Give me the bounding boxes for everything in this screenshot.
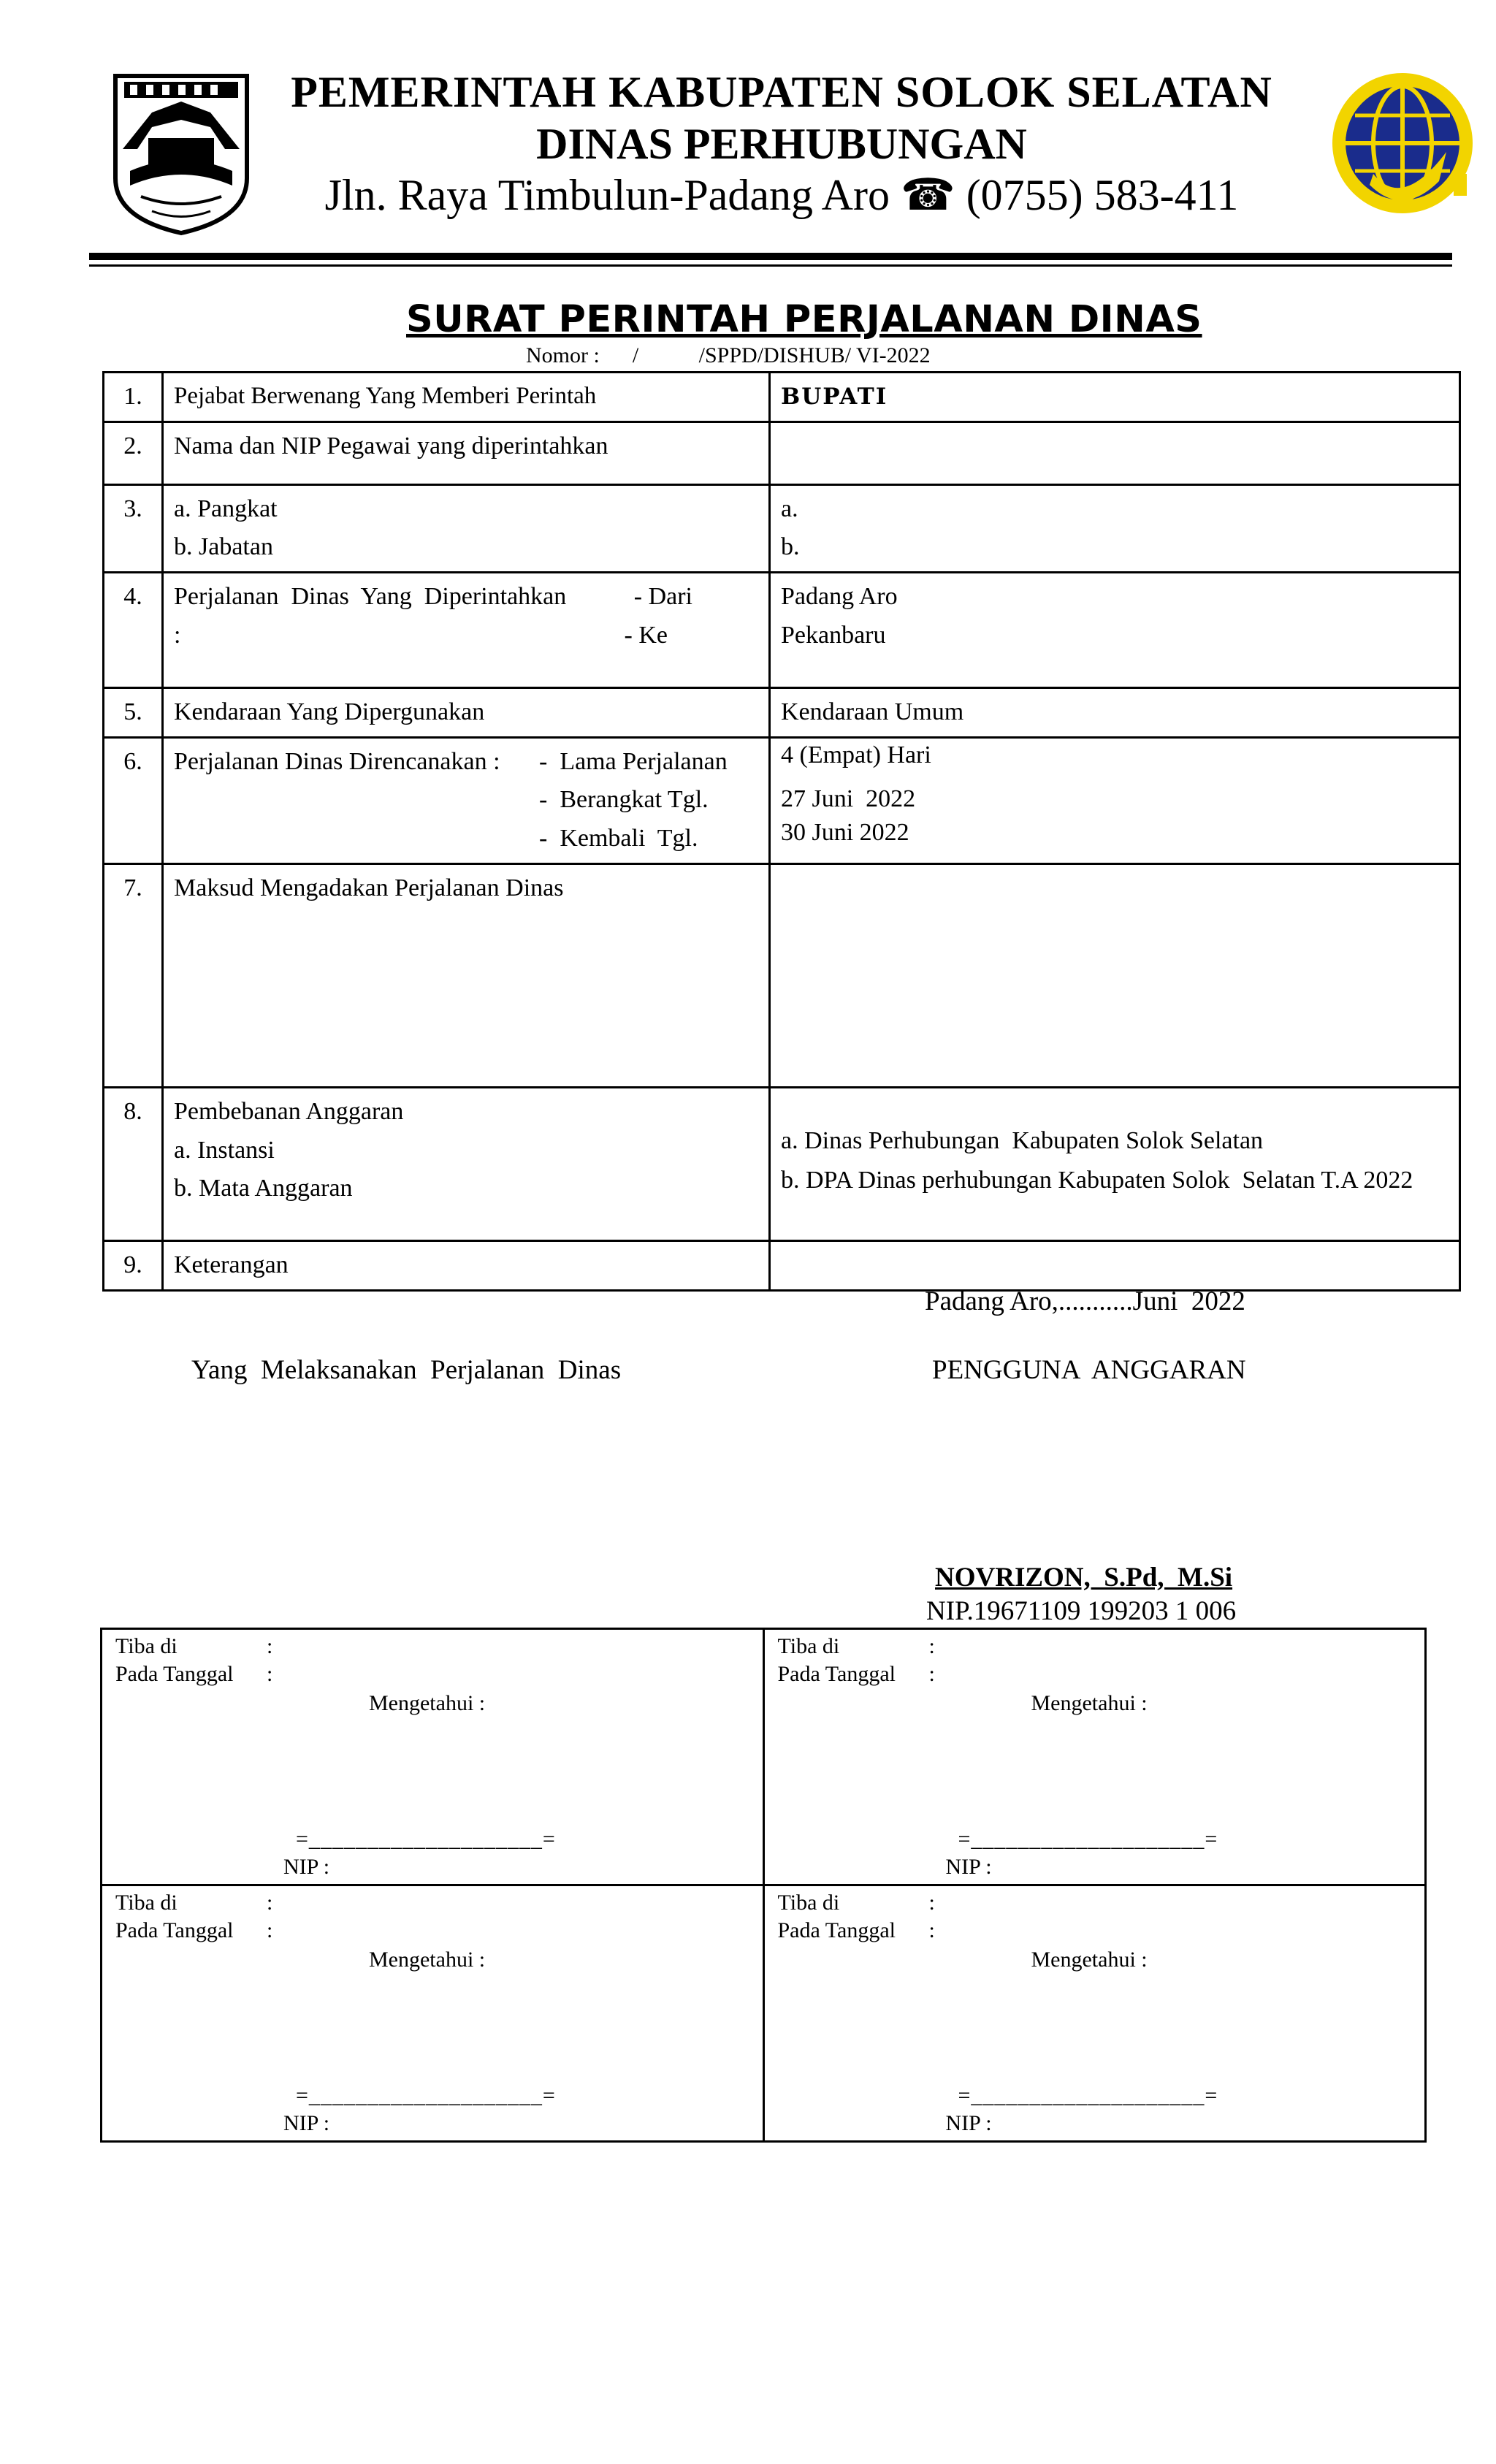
row-label bbox=[163, 1087, 770, 1240]
table-row bbox=[104, 1240, 1460, 1290]
row-value bbox=[770, 484, 1460, 572]
table-row bbox=[104, 863, 1460, 1087]
acknowledged-label: Mengetahui : bbox=[1031, 1948, 1148, 1972]
authority-value: BUPATI bbox=[781, 384, 888, 410]
arrival-label: Tiba di bbox=[777, 1634, 840, 1658]
arrival-visa-table bbox=[100, 1628, 1427, 2143]
row-value bbox=[770, 737, 1460, 863]
arrival-label: Tiba di bbox=[777, 1891, 840, 1915]
visa-cell bbox=[763, 1885, 1426, 2142]
row-label bbox=[163, 573, 770, 688]
agency-value: a. Dinas Perhubungan Kabupaten Solok Selatan bbox=[781, 1126, 1264, 1154]
document-title: SURAT PERINTAH PERJALANAN DINAS bbox=[406, 298, 1202, 341]
row-value bbox=[770, 373, 1460, 422]
table-row bbox=[102, 1629, 1426, 1885]
date-colon: : bbox=[267, 1918, 273, 1942]
visa-cell bbox=[102, 1885, 764, 2142]
budget-account-value: b. DPA Dinas perhubungan Kabupaten Solok Selatan T.A 2022 bbox=[781, 1167, 1413, 1194]
government-header: PEMERINTAH KABUPATEN SOLOK SELATAN bbox=[291, 68, 1272, 116]
arrival-label: Tiba di bbox=[115, 1891, 178, 1915]
table-row bbox=[104, 373, 1460, 422]
table-row bbox=[104, 688, 1460, 738]
date-label: Pada Tanggal bbox=[115, 1662, 234, 1686]
position-value: b. bbox=[781, 533, 800, 561]
visa-cell bbox=[763, 1629, 1426, 1885]
departure-value: 27 Juni 2022 bbox=[781, 785, 916, 812]
row-number: 6. bbox=[104, 737, 163, 863]
row-value bbox=[770, 422, 1460, 484]
date-colon: : bbox=[928, 1662, 935, 1686]
date-label: Pada Tanggal bbox=[115, 1918, 234, 1942]
acknowledged-label: Mengetahui : bbox=[1031, 1691, 1148, 1715]
signatory-name: NOVRIZON, S.Pd, M.Si bbox=[935, 1563, 1233, 1593]
row-value: Kendaraan Umum bbox=[770, 688, 1460, 738]
signature-line: =____________________= bbox=[958, 2083, 1218, 2108]
arrival-colon: : bbox=[928, 1891, 935, 1915]
trip-label: Perjalanan Dinas Yang Diperintahkan bbox=[174, 583, 567, 611]
row-label bbox=[163, 737, 770, 863]
address-header: Jln. Raya Timbulun-Padang Aro ☎ (0755) 583-411 bbox=[324, 171, 1239, 219]
row-value bbox=[770, 573, 1460, 688]
header-divider bbox=[89, 253, 1452, 260]
destination-label: - Ke bbox=[624, 621, 668, 649]
rank-label: a. Pangkat bbox=[174, 495, 278, 522]
date-colon: : bbox=[267, 1662, 273, 1686]
origin-label: - Dari bbox=[633, 583, 692, 611]
arrival-label: Tiba di bbox=[115, 1634, 178, 1658]
row-value bbox=[770, 863, 1460, 1087]
row-label: Keterangan bbox=[163, 1240, 770, 1290]
traveler-caption: Yang Melaksanakan Perjalanan Dinas bbox=[191, 1355, 622, 1385]
table-row bbox=[104, 573, 1460, 688]
row-value bbox=[770, 1087, 1460, 1240]
departure-label: - Berangkat Tgl. bbox=[539, 786, 709, 814]
position-label: b. Jabatan bbox=[174, 533, 273, 561]
dishub-globe-logo bbox=[1329, 64, 1476, 225]
row-number: 2. bbox=[104, 422, 163, 484]
return-value: 30 Juni 2022 bbox=[781, 818, 909, 846]
date-colon: : bbox=[928, 1918, 935, 1942]
table-row bbox=[102, 1885, 1426, 2142]
return-label: - Kembali Tgl. bbox=[539, 825, 698, 853]
arrival-colon: : bbox=[928, 1634, 935, 1658]
trip-colon: : bbox=[174, 621, 181, 649]
kabupaten-emblem-logo bbox=[108, 69, 254, 237]
table-row bbox=[104, 737, 1460, 863]
origin-value: Padang Aro bbox=[781, 583, 898, 611]
row-number: 1. bbox=[104, 373, 163, 422]
nip-label: NIP : bbox=[283, 2111, 330, 2135]
row-label: Kendaraan Yang Dipergunakan bbox=[163, 688, 770, 738]
row-number: 7. bbox=[104, 863, 163, 1087]
agency-label: a. Instansi bbox=[174, 1136, 275, 1164]
arrival-colon: : bbox=[267, 1634, 273, 1658]
arrival-colon: : bbox=[267, 1891, 273, 1915]
nip-label: NIP : bbox=[283, 1855, 330, 1879]
row-value bbox=[770, 1240, 1460, 1290]
plan-label: Perjalanan Dinas Direncanakan : bbox=[174, 747, 500, 775]
date-label: Pada Tanggal bbox=[777, 1918, 896, 1942]
date-label: Pada Tanggal bbox=[777, 1662, 896, 1686]
row-number: 9. bbox=[104, 1240, 163, 1290]
header-divider-thin bbox=[89, 264, 1452, 267]
row-number: 8. bbox=[104, 1087, 163, 1240]
table-row bbox=[104, 422, 1460, 484]
table-row bbox=[104, 1087, 1460, 1240]
budget-account-label: b. Mata Anggaran bbox=[174, 1175, 353, 1202]
row-label: Nama dan NIP Pegawai yang diperintahkan bbox=[163, 422, 770, 484]
row-number: 5. bbox=[104, 688, 163, 738]
row-label: Pejabat Berwenang Yang Memberi Perintah bbox=[163, 373, 770, 422]
acknowledged-label: Mengetahui : bbox=[369, 1691, 486, 1715]
signature-line: =____________________= bbox=[296, 2083, 556, 2108]
destination-value: Pekanbaru bbox=[781, 621, 886, 649]
nip-label: NIP : bbox=[945, 1855, 992, 1879]
signature-line: =____________________= bbox=[958, 1827, 1218, 1851]
signatory-nip: NIP.19671109 199203 1 006 bbox=[926, 1596, 1237, 1626]
row-label bbox=[163, 484, 770, 572]
agency-header: DINAS PERHUBUNGAN bbox=[536, 120, 1027, 168]
travel-order-table bbox=[102, 371, 1461, 1292]
rank-value: a. bbox=[781, 495, 798, 522]
duration-value: 4 (Empat) Hari bbox=[781, 741, 931, 768]
acknowledged-label: Mengetahui : bbox=[369, 1948, 486, 1972]
budget-label: Pembebanan Anggaran bbox=[174, 1097, 404, 1125]
row-label: Maksud Mengadakan Perjalanan Dinas bbox=[163, 863, 770, 1087]
nip-label: NIP : bbox=[945, 2111, 992, 2135]
visa-cell bbox=[102, 1629, 764, 1885]
duration-label: - Lama Perjalanan bbox=[539, 747, 728, 775]
budget-user-caption: PENGGUNA ANGGARAN bbox=[932, 1355, 1246, 1385]
row-number: 4. bbox=[104, 573, 163, 688]
row-number: 3. bbox=[104, 484, 163, 572]
place-date: Padang Aro,...........Juni 2022 bbox=[925, 1286, 1245, 1316]
table-row bbox=[104, 484, 1460, 572]
document-number: Nomor : / /SPPD/DISHUB/ VI-2022 bbox=[526, 343, 931, 367]
signature-line: =____________________= bbox=[296, 1827, 556, 1851]
